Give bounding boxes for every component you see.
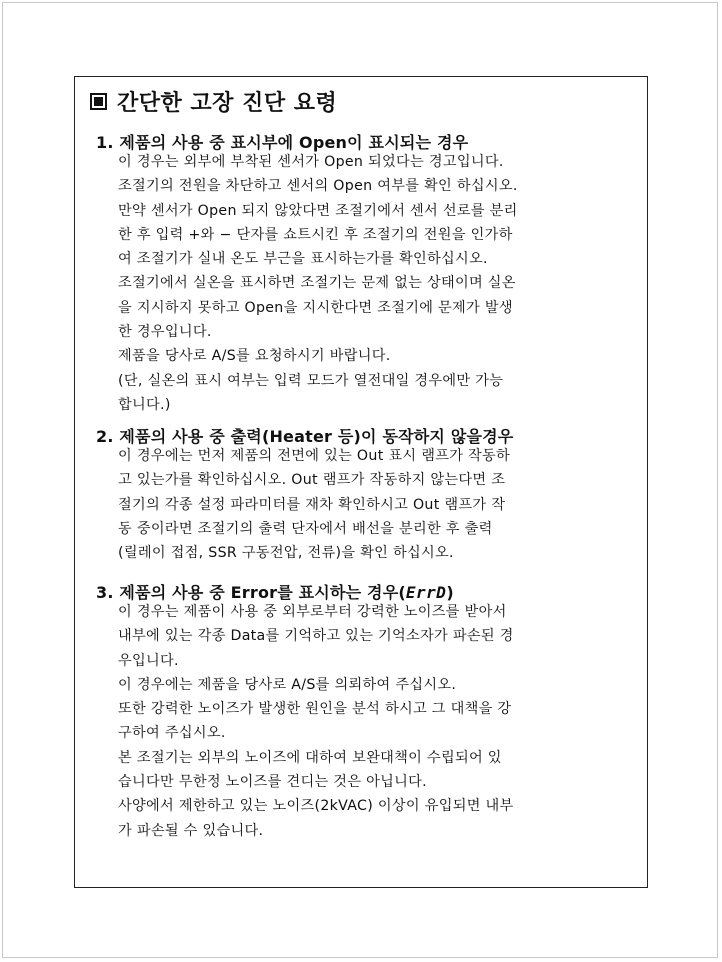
section-3-line: 이 경우는 제품이 사용 중 외부로부터 강력한 노이즈를 받아서	[118, 604, 507, 620]
section-1-line: 조절기의 전원을 차단하고 센서의 Open 여부를 확인 하십시오.	[118, 178, 518, 195]
error-code-display: ErrD	[405, 583, 447, 602]
section-2-line: 동 중이라면 조절기의 출력 단자에서 배선을 분리한 후 출력	[118, 520, 493, 537]
section-1-line: 한 경우입니다.	[118, 324, 212, 341]
section-3-line: 이 경우에는 제품을 당사로 A/S를 의뢰하여 주십시오.	[118, 676, 457, 693]
section-2-body	[118, 444, 630, 565]
section-3-line: 우입니다.	[118, 652, 179, 669]
section-2-heading: 2. 제품의 사용 중 출력(Heater 등)이 동작하지 않을경우	[96, 427, 514, 446]
section-1-line: 조절기에서 실온을 표시하면 조절기는 문제 없는 상태이며 실온	[118, 275, 516, 292]
section-1-line: (단, 실온의 표시 여부는 입력 모드가 열전대일 경우에만 가능	[118, 372, 504, 389]
document-title	[90, 86, 337, 117]
section-3-line: 본 조절기는 외부의 노이즈에 대하여 보완대책이 수립되어 있	[118, 749, 502, 766]
section-3-line: 구하여 주십시오.	[118, 725, 226, 742]
section-1-heading: 1. 제품의 사용 중 표시부에 Open이 표시되는 경우	[96, 133, 469, 152]
section-1-body	[118, 150, 630, 417]
section-1-line: 제품을 당사로 A/S를 요청하시기 바랍니다.	[118, 348, 391, 365]
section-3-line: 사양에서 제한하고 있는 노이즈(2kVAC) 이상이 유입되면 내부	[118, 798, 514, 815]
section-1-line: 한 후 입력 +와 − 단자를 쇼트시킨 후 조절기의 전원을 인가하	[118, 226, 513, 243]
section-1-line: 여 조절기가 실내 온도 부근을 표시하는가를 확인하십시오.	[118, 251, 488, 268]
section-1-line: 이 경우는 외부에 부착된 센서가 Open 되었다는 경고입니다.	[118, 154, 504, 170]
square-bullet-icon	[90, 93, 107, 110]
section-3-line: 또한 강력한 노이즈가 발생한 원인을 분석 하시고 그 대책을 강	[118, 701, 512, 718]
section-3-line: 습니다만 무한정 노이즈를 견디는 것은 아닙니다.	[118, 774, 427, 791]
section-3-body	[118, 600, 630, 843]
section-1-line: 만약 센서가 Open 되지 않았다면 조절기에서 센서 선로를 분리	[118, 202, 518, 219]
document-title-text: 간단한 고장 진단 요령	[117, 91, 338, 116]
section-1-line: 을 지시하지 못하고 Open을 지시한다면 조절기에 문제가 발생	[118, 299, 513, 316]
section-2-line: (릴레이 접점, SSR 구동전압, 전류)을 확인 하십시오.	[118, 545, 454, 562]
section-1-line: 합니다.)	[118, 396, 171, 413]
section-3-line: 가 파손될 수 있습니다.	[118, 822, 264, 839]
section-2-line: 절기의 각종 설정 파라미터를 재차 확인하시고 Out 램프가 작	[118, 496, 506, 513]
section-2-line: 이 경우에는 먼저 제품의 전면에 있는 Out 표시 램프가 작동하	[118, 448, 511, 464]
section-3-line: 내부에 있는 각종 Data를 기억하고 있는 기억소자가 파손된 경	[118, 628, 514, 645]
section-3-heading-close: )	[446, 583, 454, 602]
section-3-heading-text: 3. 제품의 사용 중 Error를 표시하는 경우(	[96, 583, 406, 602]
section-2-line: 고 있는가를 확인하십시오. Out 램프가 작동하지 않는다면 조	[118, 472, 506, 489]
